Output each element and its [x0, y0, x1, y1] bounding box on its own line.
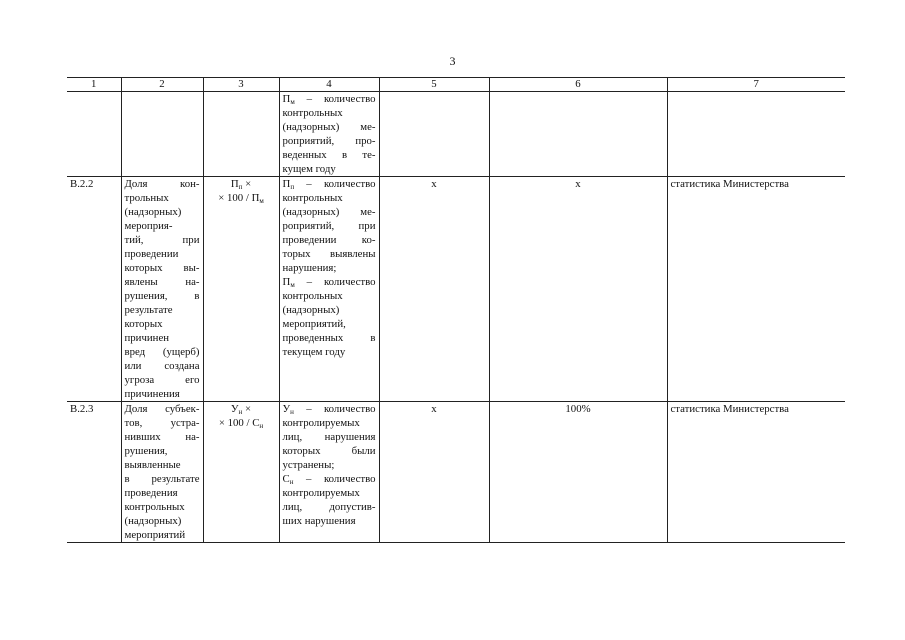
cell-line: роприятий, при	[282, 220, 376, 232]
cell-line: проведении ко-	[282, 234, 376, 246]
cell-col5	[379, 92, 489, 177]
cell-description	[279, 177, 379, 402]
table-row-b22	[67, 177, 845, 402]
table-row-b23	[67, 402, 845, 543]
cell-line: (надзорных) ме-	[282, 121, 376, 133]
cell-source: статистика Министерства	[667, 402, 845, 543]
cell-line: роприятий, про-	[282, 135, 376, 147]
cell-line: явлены на-	[124, 276, 200, 288]
cell-line: контролируемых	[282, 417, 360, 429]
cell-line: проведенных в	[282, 332, 376, 344]
cell-code	[67, 92, 121, 177]
cell-line: контрольных	[282, 192, 343, 204]
cell-line: $П_п$ – количество	[282, 178, 376, 191]
cell-line: $П_м$ – количество	[282, 276, 376, 289]
cell-line: проведении	[124, 248, 179, 260]
cell-col6: х	[489, 177, 667, 402]
formula-line: $П_п$ ×	[230, 178, 252, 191]
column-header: 7	[667, 78, 845, 92]
cell-line: торых выявлены	[282, 248, 376, 260]
cell-line: контрольных	[282, 290, 343, 302]
cell-description	[279, 92, 379, 177]
cell-line: контролируемых	[282, 487, 360, 499]
cell-line: мероприя-	[124, 220, 173, 232]
table-header-row	[67, 78, 845, 92]
formula-line: × $100 / С_н$	[218, 417, 264, 430]
cell-name	[121, 177, 203, 402]
cell-line: в результате	[124, 473, 200, 485]
cell-name	[121, 92, 203, 177]
column-header: 1	[67, 78, 121, 92]
cell-col6	[489, 92, 667, 177]
cell-line: которых вы-	[124, 262, 200, 274]
cell-line: (надзорных)	[282, 304, 340, 316]
cell-line: которых	[124, 318, 163, 330]
cell-line: вред (ущерб)	[124, 346, 200, 358]
cell-line: нивших на-	[124, 431, 200, 443]
indicators-table	[67, 77, 845, 543]
cell-line: текущем году	[282, 346, 346, 358]
cell-line: угроза его	[124, 374, 200, 386]
cell-line: ших нарушения	[282, 515, 356, 527]
cell-line: Доля кон-	[124, 178, 200, 190]
cell-code: В.2.3	[67, 402, 121, 543]
cell-line: Доля субъек-	[124, 403, 200, 415]
cell-line: веденных в те-	[282, 149, 376, 161]
cell-line: трольных	[124, 192, 169, 204]
table-row-continuation	[67, 92, 845, 177]
cell-line: проведения	[124, 487, 178, 499]
cell-line: кущем году	[282, 163, 336, 175]
cell-line: результате	[124, 304, 173, 316]
cell-line: или создана	[124, 360, 200, 372]
cell-line: лиц, нарушения	[282, 431, 376, 443]
cell-line: (надзорных) ме-	[282, 206, 376, 218]
cell-line: тов, устра-	[124, 417, 200, 429]
cell-col6: 100%	[489, 402, 667, 543]
cell-line: (надзорных)	[124, 515, 182, 527]
column-header: 6	[489, 78, 667, 92]
cell-line: лиц, допустив-	[282, 501, 376, 513]
cell-line: мероприятий	[124, 529, 186, 541]
cell-line: выявленные	[124, 459, 181, 471]
cell-line: (надзорных)	[124, 206, 182, 218]
cell-line: рушения,	[124, 445, 168, 457]
cell-formula	[203, 402, 279, 543]
cell-line: причинен	[124, 332, 170, 344]
formula-line: × $100 / П_м$	[218, 192, 264, 205]
cell-line: причинения	[124, 388, 180, 400]
cell-line: $У_н$ – количество	[282, 403, 376, 416]
cell-line: устранены;	[282, 459, 335, 471]
column-header: 2	[121, 78, 203, 92]
cell-line: рушения, в	[124, 290, 200, 302]
formula-line: $У_н$ ×	[230, 403, 252, 416]
column-header: 4	[279, 78, 379, 92]
cell-code: В.2.2	[67, 177, 121, 402]
cell-line: тий, при	[124, 234, 200, 246]
cell-col5: х	[379, 402, 489, 543]
cell-formula	[203, 177, 279, 402]
cell-line: которых были	[282, 445, 376, 457]
column-header: 5	[379, 78, 489, 92]
cell-line: контрольных	[282, 107, 343, 119]
cell-line: $С_н$ – количество	[282, 473, 376, 486]
cell-name	[121, 402, 203, 543]
cell-line: контрольных	[124, 501, 185, 513]
cell-col5: х	[379, 177, 489, 402]
cell-source	[667, 92, 845, 177]
cell-source: статистика Министерства	[667, 177, 845, 402]
cell-line: нарушения;	[282, 262, 337, 274]
cell-line: $П_м$ – количество	[282, 93, 376, 106]
column-header: 3	[203, 78, 279, 92]
page-number: 3	[449, 54, 456, 68]
cell-line: мероприятий,	[282, 318, 346, 330]
cell-description	[279, 402, 379, 543]
cell-formula	[203, 92, 279, 177]
